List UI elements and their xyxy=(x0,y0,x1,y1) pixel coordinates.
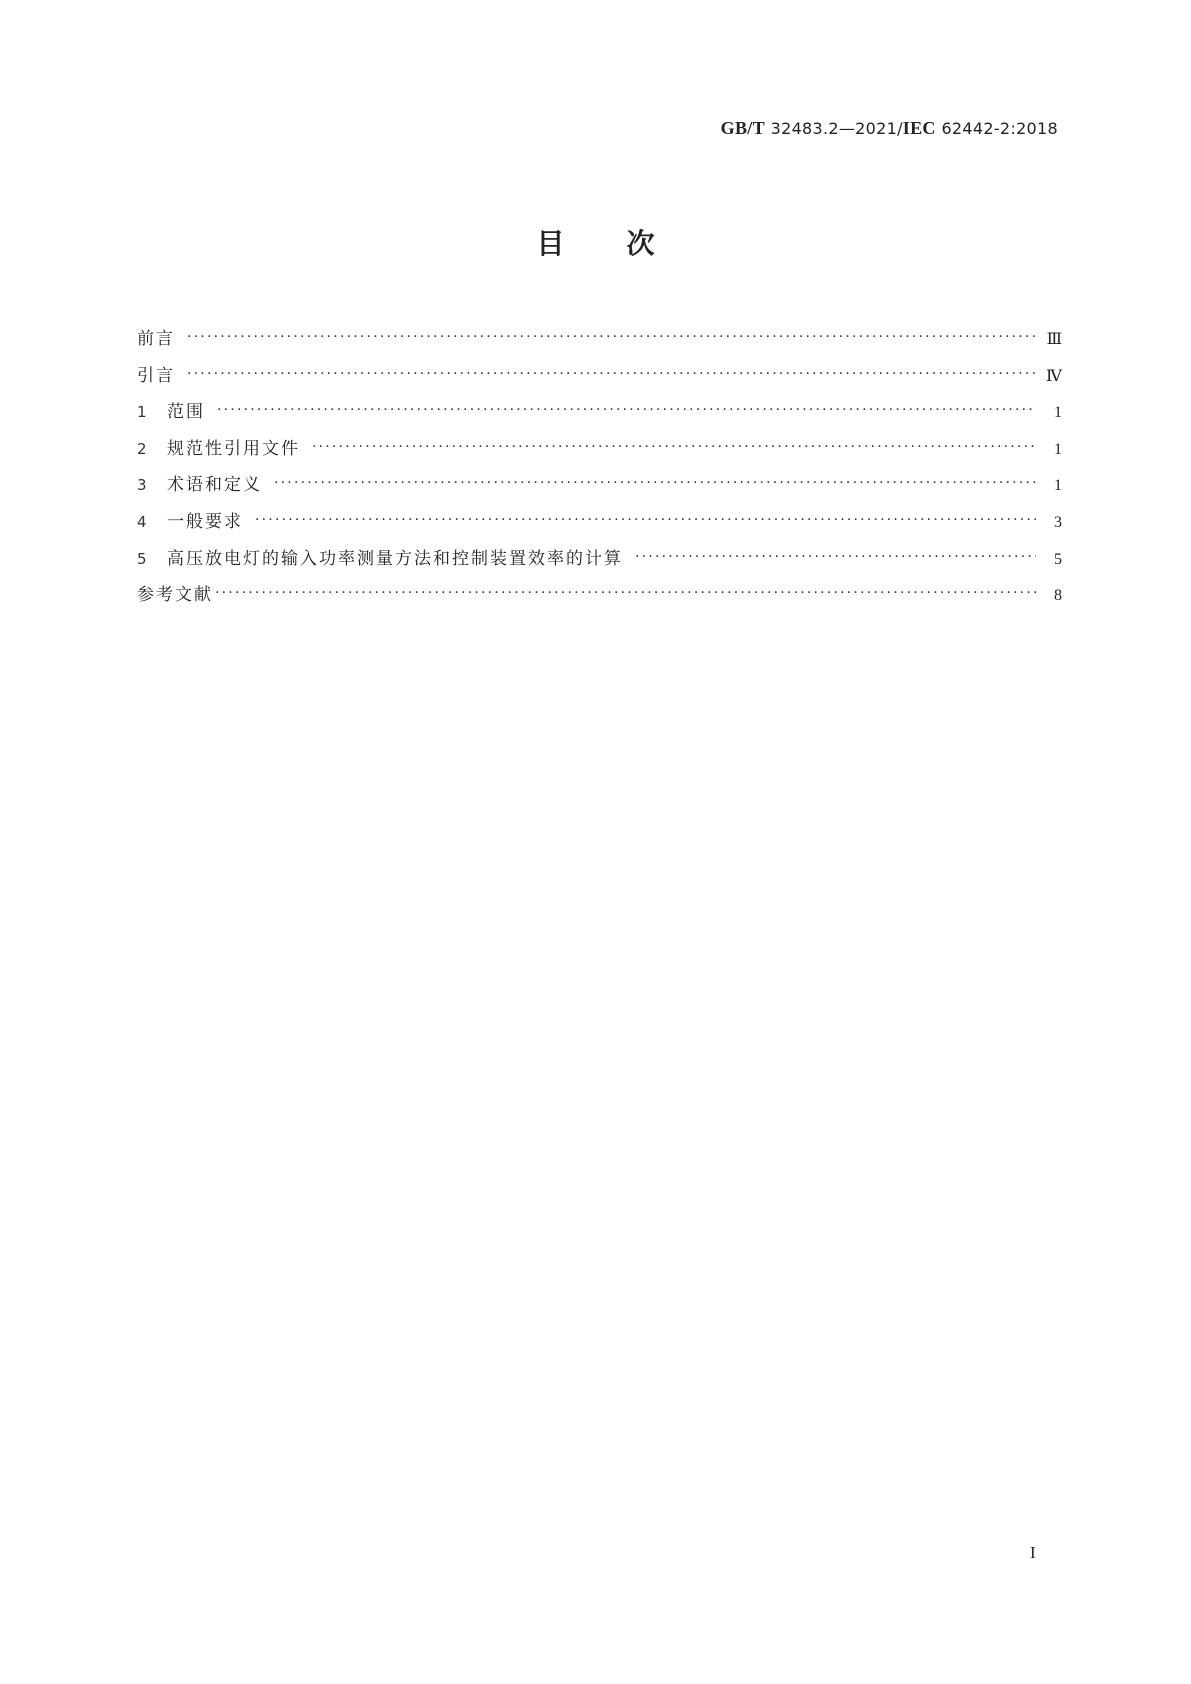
toc-dot-leader xyxy=(635,550,1036,564)
toc-entry-page: 1 xyxy=(1054,477,1062,495)
page-title xyxy=(0,222,1191,262)
toc-dot-leader xyxy=(217,403,1036,417)
page-title-char-2: 次 xyxy=(626,227,655,260)
toc-entry-label: 一般要求 xyxy=(167,511,243,532)
iec-number: 62442-2:2018 xyxy=(941,119,1058,138)
toc-dot-leader xyxy=(187,367,1036,381)
page-title-char-1: 目 xyxy=(536,227,565,260)
toc-entry-page: Ⅳ xyxy=(1046,367,1062,385)
toc-entry-page: 3 xyxy=(1054,513,1062,531)
toc-entry-introduction[interactable] xyxy=(137,365,1062,402)
toc-dot-leader xyxy=(187,330,1036,344)
toc-entry-bibliography[interactable] xyxy=(137,584,1062,621)
toc-entry-number: 1 xyxy=(137,403,147,422)
page-number: I xyxy=(1030,1543,1036,1562)
toc-entry-label: 参考文献 xyxy=(137,585,213,606)
standard-number-header xyxy=(721,118,1058,139)
toc-entry-number: 5 xyxy=(137,549,147,568)
toc-entry-general-requirements[interactable] xyxy=(137,511,1062,548)
table-of-contents xyxy=(137,328,1062,621)
toc-entry-number: 2 xyxy=(137,439,147,458)
toc-entry-normative-references[interactable] xyxy=(137,438,1062,475)
toc-dot-leader xyxy=(312,440,1036,454)
toc-entry-page: Ⅲ xyxy=(1046,331,1062,348)
toc-dot-leader xyxy=(274,476,1036,490)
toc-entry-terms-and-definitions[interactable] xyxy=(137,474,1062,511)
standard-code: GB/T xyxy=(720,118,765,138)
toc-entry-label: 规范性引用文件 xyxy=(167,438,300,459)
toc-entry-label: 范围 xyxy=(167,402,205,423)
toc-entry-page: 8 xyxy=(1054,587,1062,605)
toc-entry-label: 引言 xyxy=(137,365,175,386)
toc-entry-measurement-methods[interactable] xyxy=(137,548,1062,585)
toc-entry-label: 前言 xyxy=(137,329,175,349)
iec-code: IEC xyxy=(902,118,936,138)
toc-entry-page: 1 xyxy=(1054,404,1062,422)
toc-entry-page: 1 xyxy=(1054,440,1062,458)
toc-entry-page: 5 xyxy=(1054,550,1062,568)
toc-entry-foreword[interactable] xyxy=(137,328,1062,365)
toc-entry-number: 3 xyxy=(137,476,147,495)
toc-entry-number: 4 xyxy=(137,512,147,531)
standard-number: 32483.2—2021/ xyxy=(770,119,903,138)
toc-entry-label: 高压放电灯的输入功率测量方法和控制装置效率的计算 xyxy=(167,548,623,569)
toc-dot-leader xyxy=(255,513,1036,527)
toc-entry-scope[interactable] xyxy=(137,401,1062,438)
toc-entry-label: 术语和定义 xyxy=(167,475,262,496)
toc-dot-leader xyxy=(215,586,1036,600)
